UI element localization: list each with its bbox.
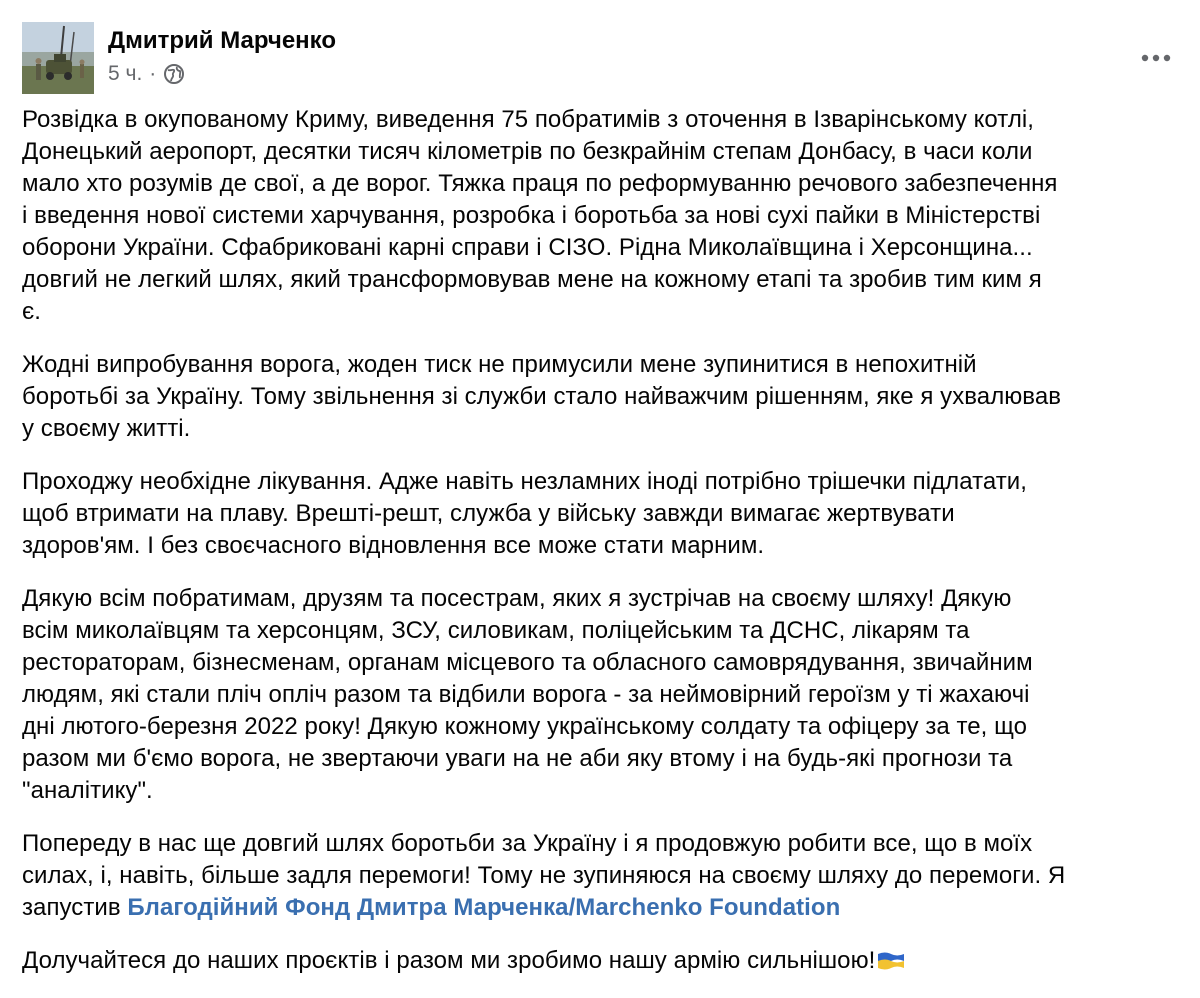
text-line: рестораторам, бізнесменам, органам місцевого та обласного самоврядування, звичайним	[22, 649, 1033, 676]
post-paragraph-3	[22, 466, 1182, 562]
text-line: є.	[22, 298, 42, 325]
text-line	[22, 945, 1182, 977]
text-line	[22, 892, 1182, 924]
post-paragraph-6	[22, 945, 1182, 977]
more-options-button[interactable]	[1134, 36, 1178, 80]
meta-separator: ·	[149, 62, 157, 85]
post-paragraph-1	[22, 104, 1182, 328]
text-line: всім миколаївцям та херсонцям, ЗСУ, силовикам, поліцейським та ДСНС, лікарям та	[22, 617, 970, 644]
post-paragraph-2	[22, 349, 1182, 445]
avatar[interactable]	[22, 22, 94, 94]
text-line: оборони України. Сфабриковані карні справи і СІЗО. Рідна Миколаївщина і Херсонщина...	[22, 234, 1033, 261]
text-line: Попереду в нас ще довгий шлях боротьби за Україну і я продовжую робити все, що в моїх	[22, 830, 1033, 857]
text-line: разом ми б'ємо ворога, не звертаючи уваги на не аби яку втому і на будь-які прогнози та	[22, 745, 1013, 772]
text-line-partial: Долучайтеся до наших проєктів і разом ми зробимо нашу армію сильнішою!	[22, 947, 876, 974]
text-line: Жодні випробування ворога, жоден тиск не примусили мене зупинитися в непохитній	[22, 351, 977, 378]
text-line: "аналітику".	[22, 777, 153, 804]
post-text	[22, 104, 1182, 998]
text-line: здоров'ям. І без своєчасного відновлення все може стати марним.	[22, 532, 765, 559]
ukraine-flag-icon	[877, 948, 905, 968]
foundation-link[interactable]: Благодійний Фонд Дмитра Марченка/Marchenko Foundation	[127, 894, 841, 921]
post-time[interactable]: 5 ч.	[108, 62, 143, 85]
text-line: Розвідка в окупованому Криму, виведення 75 побратимів з оточення в Ізварінському котлі,	[22, 106, 1034, 133]
text-line-prefix: запустив	[22, 894, 128, 921]
text-line: людям, які стали пліч опліч разом та відбили ворога - за неймовірний героїзм у ті жахаючі	[22, 681, 1030, 708]
text-line: силах, і, навіть, більше задля перемоги! Тому не зупиняюся на своєму шляху до перемоги. Я	[22, 862, 1066, 889]
text-line: довгий не легкий шлях, який трансформовував мене на кожному етапі та зробив тим ким я	[22, 266, 1042, 293]
globe-icon[interactable]	[163, 63, 185, 85]
text-line: дні лютого-березня 2022 року! Дякую кожному українському солдату та офіцеру за те, що	[22, 713, 1028, 740]
text-line: мало хто розумів де свої, а де ворог. Тяжка праця по реформуванню речового забезпечення	[22, 170, 1058, 197]
post-meta	[108, 62, 185, 86]
text-line: Проходжу необхідне лікування. Адже навіть незламних іноді потрібно трішечки підлатати,	[22, 468, 1027, 495]
post-header	[22, 22, 1178, 94]
author-name[interactable]: Дмитрий Марченко	[108, 27, 337, 54]
text-line: у своєму житті.	[22, 415, 191, 442]
text-line: щоб втримати на плаву. Врешті-решт, служба у війську завжди вимагає жертвувати	[22, 500, 955, 527]
text-line: Дякую всім побратимам, друзям та посестрам, яких я зустрічав на своєму шляху! Дякую	[22, 585, 1012, 612]
text-line: Донецький аеропорт, десятки тисяч кілометрів по безкрайнім степам Донбасу, в часи коли	[22, 138, 1033, 165]
post-paragraph-5	[22, 828, 1182, 924]
avatar-photo	[22, 22, 94, 94]
post-paragraph-4	[22, 583, 1182, 807]
text-line: боротьбі за Україну. Тому звільнення зі служби стало найважчим рішенням, яке я ухвалював	[22, 383, 1062, 410]
more-horizontal-icon	[1140, 53, 1172, 63]
text-line: і введення нової системи харчування, розробка і боротьба за нові сухі пайки в Міністерстві	[22, 202, 1041, 229]
